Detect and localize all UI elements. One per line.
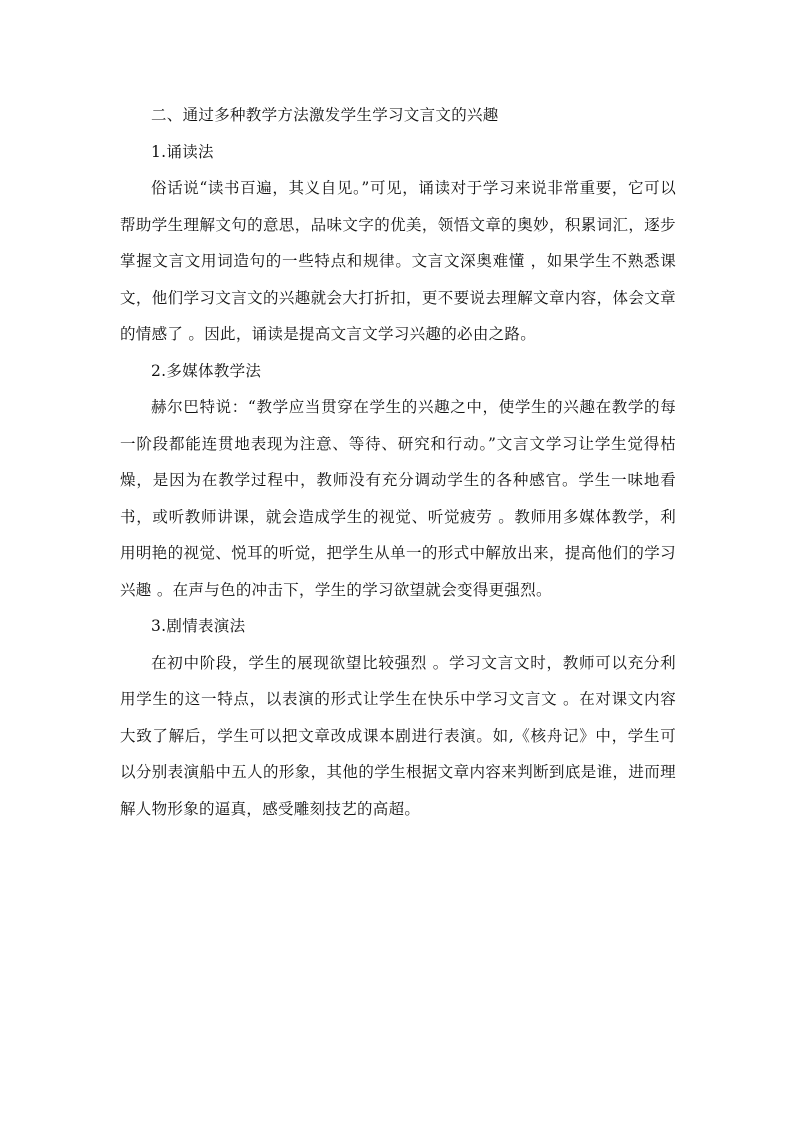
document-body (120, 97, 676, 827)
paragraph-drama: 在初中阶段，学生的展现欲望比较强烈 。学习文言文时，教师可以充分利用学生的这一特点，以表演的形式让学生在快乐中学习文言文 。在对课文内容大致了解后，学生可以把文章改成课本剧进行表演。如,《核舟记》中，学生可以分别表演船中五人的形象，其他的学生根据文章内容来判断到底是谁，进而理解人物形象的逼真，感受雕刻技艺的高超。 (120, 653, 676, 818)
section-title: 二、通过多种教学方法激发学生学习文言文的兴趣 (151, 106, 499, 124)
paragraph-recitation: 俗话说“读书百遍，其义自见。”可见，诵读对于学习来说非常重要，它可以帮助学生理解文句的意思，品味文字的优美，领悟文章的奥妙，积累词汇，逐步掌握文言文用词造句的一些特点和规律。文言文深奥难懂 ，如果学生不熟悉课文，他们学习文言文的兴趣就会大打折扣，更不要说去理解文章内容，体会文章的情感了 。因此，诵读是提高文言文学习兴趣的必由之路。 (120, 179, 676, 343)
paragraph-multimedia: 赫尔巴特说：“教学应当贯穿在学生的兴趣之中，使学生的兴趣在教学的每一阶段都能连贯地表现为注意、等待、研究和行动。”文言文学习让学生觉得枯燥，是因为在教学过程中，教师没有充分调动学生的各种感官。学生一味地看书，或听教师讲课，就会造成学生的视觉、听觉疲劳 。教师用多媒体教学，利用明艳的视觉、悦耳的听觉，把学生从单一的形式中解放出来，提高他们的学习兴趣 。在声与色的冲击下，学生的学习欲望就会变得更强烈。 (120, 398, 676, 599)
subsection-heading-recitation: 1.诵读法 (151, 142, 214, 161)
subsection-heading-drama: 3.剧情表演法 (151, 617, 246, 635)
subsection-heading-multimedia: 2.多媒体教学法 (151, 361, 262, 380)
